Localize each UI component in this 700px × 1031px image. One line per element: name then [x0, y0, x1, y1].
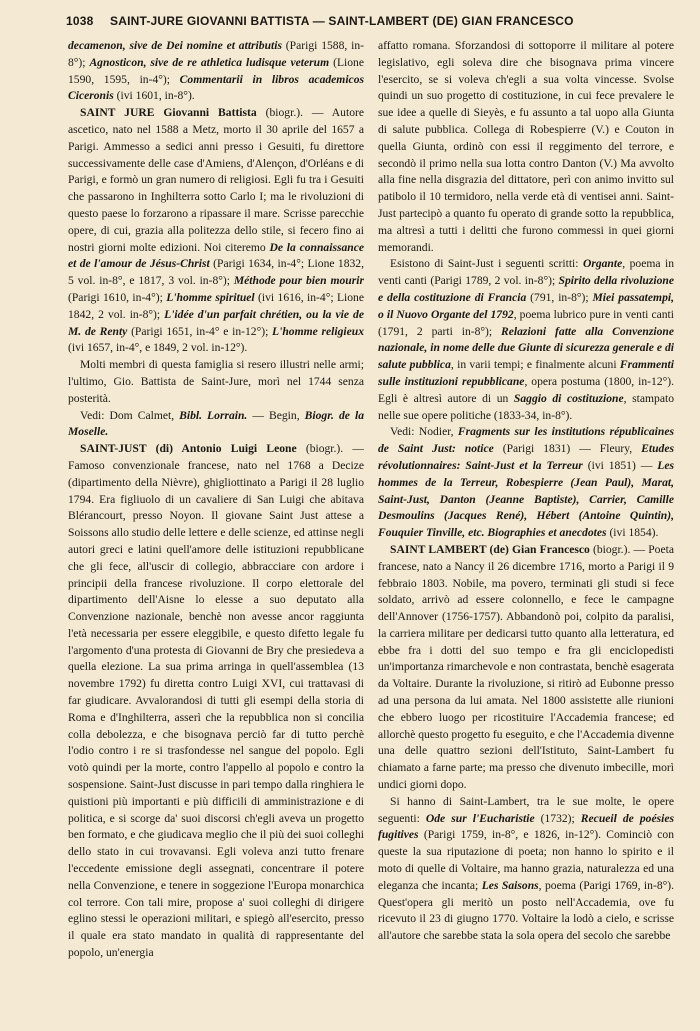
work-title: Fragments sur les institutions républicaines de Saint Just: notice: [378, 425, 674, 456]
work-title: Agnosticon, sive de re athletica ludisque veterum: [89, 55, 330, 69]
work-title: Biogr. de la Moselle.: [68, 408, 364, 439]
work-title: Etudes révolutionnaires: Saint-Just et la Terreur: [378, 442, 674, 472]
paragraph-continuation: affatto romana. Sforzandosi di sottoporre il militare al potere legislativo, egli soleva dire che bisognava prima vincere l'esercito, se si voleva ch'egli a sua volta vincesse. Svolse quindi un suo progetto di costituzione, in cui fece prevalere le sue idee a quelle di Sieyès, e fu assunto a tal uopo alla Giunta di salute pubblica. Collega di Robespierre (V.) e Couton in quella Giunta, ordinò con essi il reggimento del terrore, e secondò il primo nella sua lotta contro Danton (V.) Ma avvolto alla fine nella disgrazia del dittatore, perì con animo invitto sul patibolo il 10 termidoro, nella verde età di ventisei anni. Saint-Just partecipò a quanto fu operato di grande sotto la repubblica, ma altresì a tutti i delitti che furono commessi in quei giorni memorandi.: [378, 39, 674, 254]
paragraph: Si hanno di Saint-Lambert, tra le sue molte, le opere seguenti: Ode sur l'Eucharistie (1732); Recueil de poésies fugitives (Parigi 1759, in-8°, e 1826, in-12°). Cominciò con queste la sua riputazione di poeta; non hanno lo spirito e il moto di quelle di Voltaire, ma hanno grazia, naturalezza ed una eleganza che incanta; Les Saisons, poema (Parigi 1769, in-8°). Quest'opera gli meritò un posto nell'Accademia, ove fu ricevuto il 23 di giugno 1770. Voltaire la lodò a cielo, e scrisse all'autore che sarebbe stata la sola opera del secolo che sarebbe: [378, 794, 674, 943]
paragraph-continuation: decamenon, sive de Dei nomine et attributis (Parigi 1588, in-8°); Agnosticon, sive de re athletica ludisque veterum (Lione 1590, 1595, in-4°); Commentarii in libros academicos Ciceronis (ivi 1601, in-8°).: [68, 39, 364, 103]
work-title: Les Saisons: [481, 878, 539, 892]
work-title: L'idée d'un parfait chrétien, ou la vie de M. de Renty: [68, 307, 364, 338]
work-title: Frammenti sulle instituzioni repubblicane: [378, 358, 674, 388]
work-title: L'homme spirituel: [166, 290, 255, 304]
paragraph: Esistono di Saint-Just i seguenti scritti: Organte, poema in venti canti (Parigi 1789, 2 vol. in-8°); Spirito della rivoluzione e della costituzione di Francia (791, in-8°); Miei passatempi, o il Nuovo Organte del 1792, poema lubrico pure in venti canti (1791, 2 parti in-8°); Relazioni fatte alla Convenzione nazionale, in nome delle due Giunte di sicurezza generale e di salute pubblica, in varii tempi; e finalmente alcuni Frammenti sulle instituzioni repubblicane, opera postuma (1800, in-12°). Egli è altresì autore di un Saggio di costituzione, stampato nelle sue opere politiche (1833-34, in-8°).: [378, 257, 674, 422]
work-title: Miei passatempi, o il Nuovo Organte del 1792: [378, 290, 674, 321]
work-title: De la connaissance et de l'amour de Jésus-Christ: [68, 240, 364, 271]
work-title: Bibl. Lorrain.: [179, 408, 248, 422]
work-title: Organte: [582, 257, 623, 271]
work-title: Ode sur l'Eucharistie: [425, 811, 535, 825]
work-title: Relazioni fatte alla Convenzione nazionale, in nome delle due Giunte di sicurezza generale e di salute pubblica: [378, 324, 674, 372]
left-column: [68, 38, 364, 1018]
entry-saint-lambert: SAINT LAMBERT (de) Gian Francesco (biogr.). — Poeta francese, nato a Nancy il 26 dicembre 1716, morto a Parigi il 9 febbraio 1803. Nobile, ma povero, terminati gli studi si fece soldato, arrivò ad essere colonnello, e fece le campagne dell'Annover (1756-1757). Abbandonò poi, colpito da paralisi, la carriera militare per dedicarsi tutto quanto alla letteratura, ed ebbe fra i dotti del suo tempo e fra gli enciclopedisti un'importanza rimarchevole e non contrastata, benchè esagerata da Voltaire. Durante la rivoluzione, si ritirò ad Eubonne presso ad una persona da lui amata. Nel 1800 assistette alle riunioni che ebbero luogo per ricostituire l'Accademia francese; ed allorchè questo progetto fu eseguito, e che l'Accademia divenne una delle quattro sezioni dell'Istituto, Saint-Lambert fu chiamato a farne parte; ma presso che divenuto imbecille, morì undici giorni dopo.: [378, 542, 674, 792]
entry-headword: SAINT JURE Giovanni Battista: [80, 106, 257, 120]
work-title: Les hommes de la Terreur, Robespierre (Jean Paul), Marat, Saint-Just, Danton (Jeanne Baptiste), Carrier, Camille Desmoulins (Jacques René), Hébert (Antoine Quintin), Fouquier Tinville, etc. Biographies et anecdotes: [378, 458, 674, 540]
references: Vedi: Nodier, Fragments sur les institutions républicaines de Saint Just: notice (Parigi 1831) — Fleury, Etudes révolutionnaires: Saint-Just et la Terreur (ivi 1851) — Les hommes de la Terreur, Robespierre (Jean Paul), Marat, Saint-Just, Danton (Jeanne Baptiste), Carrier, Camille Desmoulins (Jacques René), Hébert (Antoine Quintin), Fouquier Tinville, etc. Biographies et anecdotes (ivi 1854).: [378, 425, 674, 540]
page-number: 1038: [66, 14, 94, 28]
work-title: L'homme religieux: [272, 324, 364, 338]
work-title: Saggio di costituzione: [513, 391, 624, 405]
paragraph: Molti membri di questa famiglia si resero illustri nelle armi; l'ultimo, Gio. Battista de Saint-Jure, morì nel 1744 senza posterità.: [68, 358, 364, 405]
work-title: decamenon, sive de Dei nomine et attributis: [68, 39, 282, 52]
work-title: Commentarii in libros academicos Ciceronis: [68, 72, 364, 103]
work-title: Méthode pour bien mourir: [233, 274, 364, 288]
right-column: [378, 38, 674, 1018]
running-title: SAINT-JURE GIOVANNI BATTISTA — SAINT-LAMBERT (DE) GIAN FRANCESCO: [110, 14, 574, 28]
work-title: Recueil de poésies fugitives: [378, 811, 674, 842]
work-title: Spirito della rivoluzione e della costituzione di Francia: [378, 274, 674, 304]
entry-headword: SAINT LAMBERT (de) Gian Francesco: [390, 542, 590, 556]
references: Vedi: Dom Calmet, Bibl. Lorrain. — Begin, Biogr. de la Moselle.: [68, 408, 364, 439]
entry-headword: SAINT-JUST (di) Antonio Luigi Leone: [80, 442, 297, 456]
running-header: [66, 14, 672, 28]
entry-saint-jure: SAINT JURE Giovanni Battista (biogr.). — Autore ascetico, nato nel 1588 a Metz, morto il 30 aprile del 1657 a Parigi. Ammesso a sedici anni presso i Gesuiti, fu direttore successivamente delle case d'Amiens, d'Alençon, d'Orléans e di Parigi, e formò un gran numero di religiosi. Egli fu tra i Gesuiti che passarono in Inghilterra sotto Carlo I; ma le rivoluzioni di questo paese lo forzarono a ripassare il mare. Scrisse parecchie opere, di cui, grazia alla politezza dello stile, si fecero fino ai nostri giorni molte edizioni. Noi citeremo De la connaissance et de l'amour de Jésus-Christ (Parigi 1634, in-4°; Lione 1832, 5 vol. in-8°, e 1817, 3 vol. in-8°); Méthode pour bien mourir (Parigi 1610, in-4°); L'homme spirituel (ivi 1616, in-4°; Lione 1842, 2 vol. in-8°); L'idée d'un parfait chrétien, ou la vie de M. de Renty (Parigi 1651, in-4° e in-12°); L'homme religieux (ivi 1657, in-4°, e 1849, 2 vol. in-12°).: [68, 106, 364, 355]
entry-saint-just: SAINT-JUST (di) Antonio Luigi Leone (biogr.). — Famoso convenzionale francese, nato nel 1768 a Decize (dipartimento della Nièvre), ghigliottinato a Parigi il 28 luglio 1794. Era figliuolo di un cavaliere di San Luigi che abitava Blérancourt, presso Noyon. Il giovane Saint Just attese a Soissons allo studio delle lettere e delle scienze, ed attinse negli autori greci e latini quell'amore delle istituzioni repubblicane che gli fece, all'uscir di collegio, abbracciare con ardore i principii della francese rivoluzione. Il corpo elettorale del dipartimento dell'Aisne lo elesse a suo deputato alla Convenzione nazionale, benchè non avesse ancor raggiunta l'età necessaria per essere eleggibile, e questo difetto legale fu l'argomento d'una protesta di Giovanni de Bry che presiedeva a quella elezione. La sua prima arringa in quell'assemblea (13 novembre 1792) fu diretta contro Luigi XVI, cui trattavasi di far giudicare. Avvalorandosi di tutti gli esempi della storia di Roma e d'Inghilterra, asserì che la repubblica non si concilia colla debolezza, e che bisognava perciò far di tutto perchè l'odio contro i re si trasfondesse nel sangue del popolo. Egli votò quindi per la morte, contro l'appello al popolo e contro la sospensione. Saint-Just discusse in pari tempo dalla ringhiera le quistioni più importanti e più difficili di amministrazione e di politica, e si scorge da' suoi discorsi ch'egli aveva un progetto ben formato, e che giudicava meglio che il più dei suoi colleghi dello stato in cui trovavansi. Egli voleva anzi tutto frenare l'eccedente emissione degli assegnati, concentrare il potere nella Convenzione, e tenere in soggezione l'Europa monarchica col terrore. Con tali mire, propose a' suoi colleghi di dirigere eglino stessi le operazioni militari, e spiegò all'esercito, presso il quale era stato mandato in qualità di rappresentante del popolo, un'energia: [68, 442, 364, 960]
